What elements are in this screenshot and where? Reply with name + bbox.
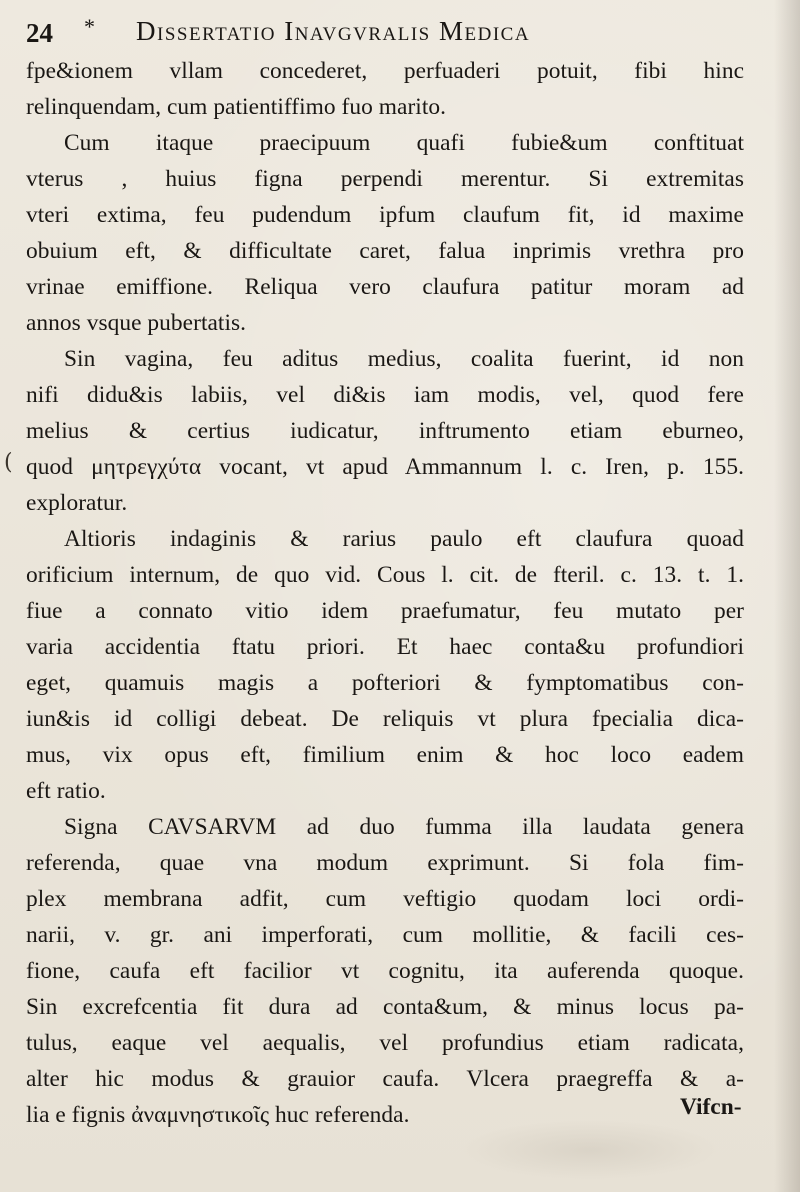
- text-line: eget, quamuis magis a pofteriori & fymptomatibus con-: [26, 670, 744, 696]
- text-line: vteri extima, feu pudendum ipfum claufum fit, id maxime: [26, 202, 744, 228]
- text-line: obuium eft, & difficultate caret, falua inprimis vrethra pro: [26, 238, 744, 264]
- text-line: Altioris indaginis & rarius paulo eft claufura quoad: [64, 526, 744, 552]
- text-line: melius & certius iudicatur, inftrumento etiam eburneo,: [26, 418, 744, 444]
- text-line: annos vsque pubertatis.: [26, 310, 247, 336]
- catchword: Vifcn-: [680, 1094, 742, 1120]
- text-line: mus, vix opus eft, fimilium enim & hoc loco eadem: [26, 742, 744, 768]
- text-line: iun&is id colligi debeat. De reliquis vt plura fpecialia dica-: [26, 706, 744, 732]
- text-line: eft ratio.: [26, 778, 106, 804]
- text-line: vterus , huius figna perpendi merentur. Si extremitas: [26, 166, 744, 192]
- text-line: fiue a connato vitio idem praefumatur, feu mutato per: [26, 598, 744, 624]
- paper-stain: [460, 1120, 720, 1180]
- text-line: orificium internum, de quo vid. Cous l. cit. de fteril. c. 13. t. 1.: [26, 562, 744, 588]
- text-line: varia accidentia ftatu priori. Et haec conta&u profundiori: [26, 634, 744, 660]
- text-line: referenda, quae vna modum exprimunt. Si fola fim-: [26, 850, 744, 876]
- text-line: plex membrana adfit, cum veftigio quodam loci ordi-: [26, 886, 744, 912]
- text-line: Cum itaque praecipuum quafi fubie&um conftituat: [64, 130, 744, 156]
- text-line: alter hic modus & grauior caufa. Vlcera praegreffa & a-: [26, 1066, 744, 1092]
- text-line: Sin excrefcentia fit dura ad conta&um, & minus locus pa-: [26, 994, 744, 1020]
- text-line: fpe&ionem vllam concederet, perfuaderi potuit, fibi hinc: [26, 58, 744, 84]
- body-text: [26, 53, 744, 1133]
- page-edge-shadow: [774, 0, 800, 1192]
- text-line: Signa CAVSARVM ad duo fumma illa laudata genera: [64, 814, 744, 840]
- running-head: [26, 12, 746, 48]
- text-line: quod μητρεγχύτα vocant, vt apud Ammannum l. c. Iren, p. 155.: [26, 454, 744, 480]
- text-line: lia e fignis ἀναμνηστικοῖς huc referenda.: [26, 1102, 410, 1128]
- text-line: narii, v. gr. ani imperforati, cum mollitie, & facili ces-: [26, 922, 744, 948]
- text-line: exploratur.: [26, 490, 128, 516]
- asterisk-mark: *: [84, 14, 95, 39]
- text-line: nifi didu&is labiis, vel di&is iam modis, vel, quod fere: [26, 382, 744, 408]
- text-line: vrinae emiffione. Reliqua vero claufura patitur moram ad: [26, 274, 744, 300]
- text-line: Sin vagina, feu aditus medius, coalita fuerint, id non: [64, 346, 744, 372]
- text-line: fione, caufa eft facilior vt cognitu, ita auferenda quoque.: [26, 958, 744, 984]
- text-line: tulus, eaque vel aequalis, vel profundius etiam radicata,: [26, 1030, 744, 1056]
- text-line: relinquendam, cum patientiffimo fuo marito.: [26, 94, 447, 120]
- running-title: Dissertatio Inavgvralis Medica: [136, 16, 531, 46]
- page-number: 24: [26, 18, 53, 48]
- margin-bracket: (: [4, 450, 13, 475]
